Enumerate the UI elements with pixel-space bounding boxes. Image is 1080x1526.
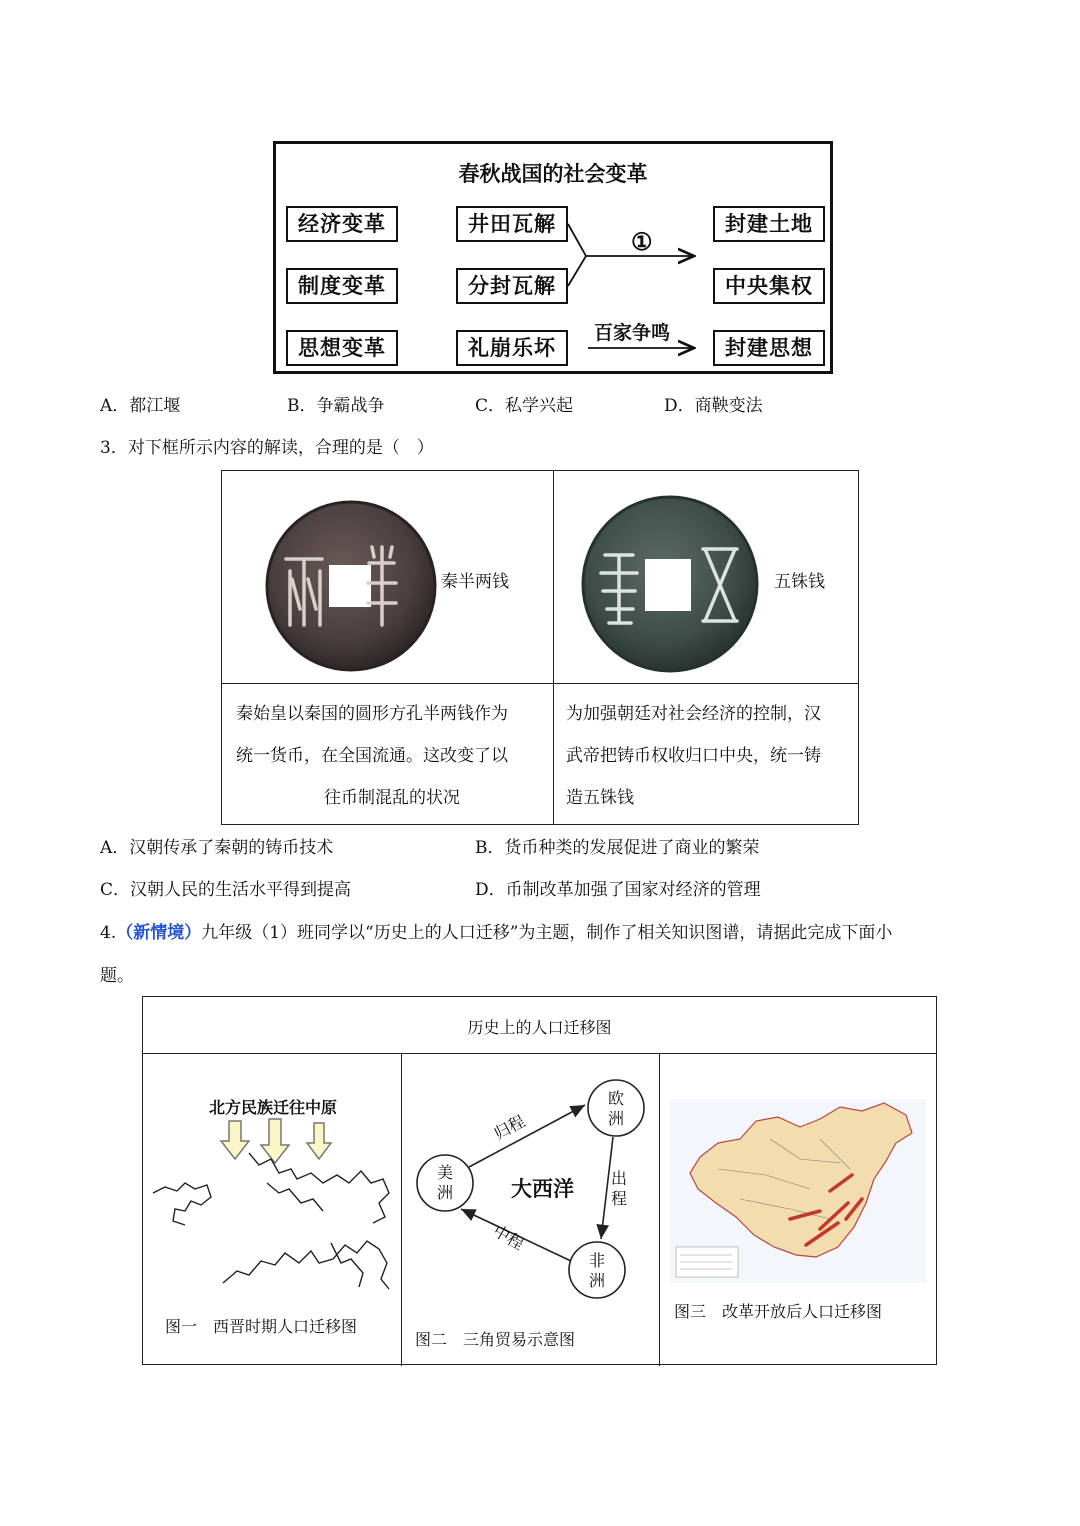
- wuzhu-coin-image: [579, 493, 761, 675]
- coin1-label: 秦半两钱: [441, 572, 509, 592]
- han-coin-description: [566, 693, 858, 819]
- banliang-coin-image: [264, 499, 439, 674]
- edge-return: 归程: [490, 1111, 529, 1144]
- q4-number: 4.: [100, 923, 117, 943]
- q4-stem-text: 九年级（1）班同学以“历史上的人口迁移”为主题，制作了相关知识图谱，请据此完成下面小: [201, 923, 893, 943]
- q3-option-b[interactable]: B．货币种类的发展促进了商业的繁荣: [475, 838, 760, 858]
- q4-tag: （新情境）: [116, 923, 202, 943]
- han-text-line: 造五铢钱: [566, 788, 634, 808]
- coin2-label: 五铢钱: [774, 572, 825, 592]
- fig1-heading: 北方民族迁往中原: [209, 1098, 338, 1117]
- qin-text-line: 往币制混乱的状况: [324, 788, 460, 808]
- node-europe: 欧洲: [607, 1089, 624, 1128]
- q3-option-c[interactable]: C．汉朝人民的生活水平得到提高: [100, 880, 352, 900]
- q4-stem-line1: [100, 922, 892, 944]
- box-feudal-land: 封建土地: [713, 206, 825, 242]
- migration-table-title: 历史上的人口迁移图: [467, 1018, 612, 1037]
- box-well-field-collapse: 井田瓦解: [456, 206, 568, 242]
- migration-figure-table: [142, 996, 937, 1365]
- hundred-schools-label: 百家争鸣: [594, 322, 671, 344]
- q4-stem-line2: 题。: [100, 966, 134, 986]
- q2-option-a[interactable]: A．都江堰: [100, 396, 181, 416]
- diagram-arrows: [276, 144, 830, 371]
- box-feudal-enfeoffment-collapse: 分封瓦解: [456, 268, 568, 304]
- q3-option-d[interactable]: D．币制改革加强了国家对经济的管理: [475, 880, 761, 900]
- han-text-line: 为加强朝廷对社会经济的控制，汉: [566, 704, 821, 724]
- fig3-caption: 图三 改革开放后人口迁移图: [674, 1302, 883, 1321]
- q3-stem: 3．对下框所示内容的解读，合理的是（ ）: [100, 438, 434, 458]
- currency-table: [221, 470, 859, 825]
- atlantic-label: 大西洋: [511, 1177, 574, 1201]
- box-economic-reform: 经济变革: [286, 206, 398, 242]
- q2-option-d[interactable]: D．商鞅变法: [664, 396, 763, 416]
- edge-middle-passage: 中程: [489, 1221, 528, 1254]
- social-reform-diagram: [273, 141, 833, 374]
- box-rites-collapse: 礼崩乐坏: [456, 330, 568, 366]
- edge-outbound: 出程: [611, 1169, 628, 1208]
- western-jin-map: [151, 1113, 399, 1303]
- node-africa: 非洲: [588, 1251, 605, 1290]
- box-system-reform: 制度变革: [286, 268, 398, 304]
- fig2-caption: 图二 三角贸易示意图: [415, 1330, 576, 1349]
- box-feudal-thought: 封建思想: [713, 330, 825, 366]
- box-thought-reform: 思想变革: [286, 330, 398, 366]
- china-migration-map: [670, 1099, 926, 1283]
- qin-coin-description: [236, 693, 548, 819]
- q3-option-a[interactable]: A．汉朝传承了秦朝的铸币技术: [100, 838, 334, 858]
- qin-text-line: 统一货币，在全国流通。这改变了以: [236, 746, 508, 766]
- box-centralization: 中央集权: [713, 268, 825, 304]
- fig1-caption: 图一 西晋时期人口迁移图: [165, 1317, 358, 1336]
- node-americas: 美洲: [436, 1163, 453, 1202]
- qin-text-line: 秦始皇以秦国的圆形方孔半两钱作为: [236, 704, 508, 724]
- q2-option-b[interactable]: B．争霸战争: [287, 396, 385, 416]
- marker-1: ①: [631, 227, 653, 256]
- han-text-line: 武帝把铸币权收归口中央，统一铸: [566, 746, 821, 766]
- diagram-title: 春秋战国的社会变革: [458, 161, 648, 186]
- q2-option-c[interactable]: C．私学兴起: [475, 396, 574, 416]
